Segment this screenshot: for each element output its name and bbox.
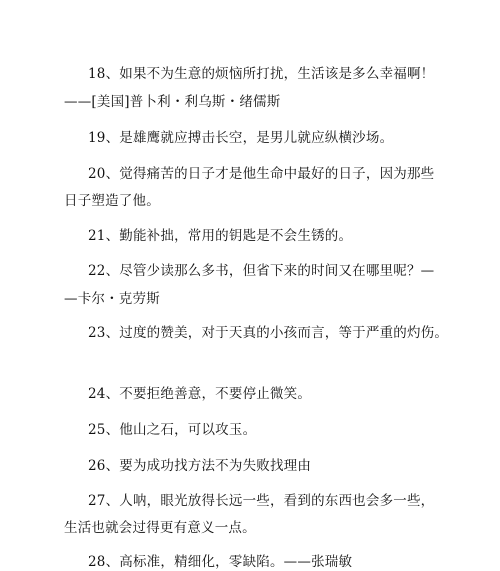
quote-27-line-1: 27、人呐，眼光放得长远一些，看到的东西也会多一些， (88, 493, 435, 509)
quote-22-line-1: 22、尽管少读那么多书，但省下来的时间又在哪里呢？— (88, 263, 435, 279)
quote-18-author: ——[美国]普卜利・利乌斯・绪儒斯 (64, 94, 281, 110)
quote-20-line-1: 20、觉得痛苦的日子才是他生命中最好的日子，因为那些 (88, 166, 435, 182)
quote-19: 19、是雄鹰就应搏击长空，是男儿就应纵横沙场。 (88, 130, 394, 146)
quote-21: 21、勤能补拙，常用的钥匙是不会生锈的。 (88, 228, 353, 244)
quote-24: 24、不要拒绝善意，不要停止微笑。 (88, 386, 312, 402)
quote-28: 28、高标准，精细化，零缺陷。——张瑞敏 (88, 554, 353, 570)
quote-22-author: —卡尔・克劳斯 (64, 291, 160, 307)
quote-25: 25、他山之石，可以攻玉。 (88, 422, 257, 438)
quote-23: 23、过度的赞美，对于天真的小孩而言，等于严重的灼伤。 (88, 325, 449, 341)
quote-27-line-2: 生活也就会过得更有意义一点。 (64, 520, 256, 536)
quote-18-line-1: 18、如果不为生意的烦恼所打扰，生活该是多么幸福啊！ (88, 66, 435, 82)
quote-20-line-2: 日子塑造了他。 (64, 193, 160, 209)
quote-26: 26、要为成功找方法不为失败找理由 (88, 458, 312, 474)
